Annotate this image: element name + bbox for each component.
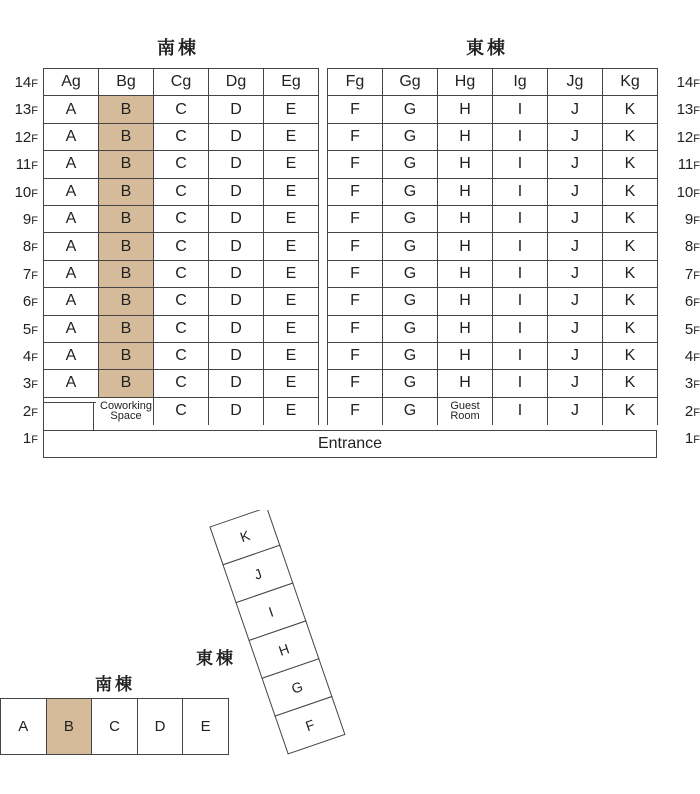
unit-cell: J (548, 343, 603, 370)
unit-cell: C (154, 398, 209, 425)
mini-south-unit: C (92, 699, 138, 755)
unit-cell: I (493, 261, 548, 288)
unit-cell: F (328, 288, 383, 315)
unit-cell: G (383, 398, 438, 425)
unit-cell: E (264, 96, 319, 123)
floor-label-left: 4F (22, 348, 38, 365)
unit-cell: G (383, 124, 438, 151)
unit-cell: K (603, 370, 658, 397)
unit-cell: E (264, 370, 319, 397)
unit-cell: K (603, 343, 658, 370)
mini-south-wing-map (0, 698, 229, 755)
south-wing-title: 南棟 (157, 38, 199, 59)
unit-cell: F (328, 179, 383, 206)
unit-cell: K (603, 233, 658, 260)
unit-cell: F (328, 206, 383, 233)
unit-cell: H (438, 316, 493, 343)
unit-cell: K (603, 151, 658, 178)
mini-south-unit: E (183, 699, 229, 755)
unit-cell: D (209, 233, 264, 260)
unit-cell: H (438, 343, 493, 370)
mini-east-title: 東棟 (196, 649, 236, 669)
floor-label-left: 8F (22, 238, 38, 256)
unit-cell: H (438, 124, 493, 151)
unit-cell: G (383, 343, 438, 370)
column-header: Kg (603, 69, 658, 96)
unit-cell: B (99, 233, 154, 260)
mini-east-unit-label: K (237, 527, 252, 546)
unit-cell: K (603, 261, 658, 288)
unit-cell: J (548, 316, 603, 343)
floor-label-left: 7F (22, 265, 38, 283)
unit-cell: E (264, 398, 319, 425)
unit-cell: D (209, 288, 264, 315)
unit-cell: C (154, 370, 209, 397)
space-label: Space (110, 410, 142, 423)
unit-cell: B (99, 151, 154, 178)
floor-label-right: 8F (684, 238, 700, 256)
entrance-label: Entrance (317, 435, 383, 452)
unit-cell: J (548, 206, 603, 233)
unit-cell: B (99, 370, 154, 397)
unit-cell: E (264, 206, 319, 233)
unit-cell: B (99, 316, 154, 343)
unit-cell: D (209, 124, 264, 151)
unit-cell: G (383, 316, 438, 343)
unit-cell: G (383, 179, 438, 206)
unit-cell: I (493, 343, 548, 370)
unit-cell: K (603, 179, 658, 206)
unit-cell: I (493, 124, 548, 151)
unit-cell: F (328, 316, 383, 343)
unit-cell: H (438, 261, 493, 288)
unit-cell: I (493, 96, 548, 123)
unit-cell: E (264, 124, 319, 151)
unit-cell: I (493, 179, 548, 206)
floor-label-right: 7F (684, 265, 700, 283)
unit-cell: E (264, 343, 319, 370)
coworking-label: Coworking (100, 400, 152, 413)
unit-cell: K (603, 398, 658, 425)
unit-cell: I (493, 206, 548, 233)
floor-label-left: 1F (22, 430, 38, 448)
unit-cell: D (209, 179, 264, 206)
unit-cell: I (493, 151, 548, 178)
unit-cell: A (44, 316, 99, 343)
unit-cell: B (99, 96, 154, 123)
unit-cell: I (493, 316, 548, 343)
unit-cell: H (438, 370, 493, 397)
floor-label-left: 6F (22, 293, 38, 311)
floor-label-left: 14F (14, 74, 38, 91)
unit-cell: J (548, 96, 603, 123)
unit-cell: B (99, 261, 154, 288)
mini-south-title: 南棟 (95, 675, 135, 695)
ag-2f-void (43, 402, 96, 430)
unit-cell: G (383, 288, 438, 315)
unit-cell: B (99, 343, 154, 370)
unit-cell: A (44, 370, 99, 397)
unit-cell: E (264, 151, 319, 178)
unit-cell: E (264, 261, 319, 288)
unit-cell: G (383, 370, 438, 397)
unit-cell: B (99, 206, 154, 233)
column-header: Eg (264, 69, 319, 96)
floor-label-right: 11F (677, 156, 700, 174)
unit-cell: D (209, 343, 264, 370)
column-header: Fg (328, 69, 383, 96)
unit-cell: K (603, 288, 658, 315)
unit-cell: A (44, 343, 99, 370)
unit-cell: K (603, 206, 658, 233)
floor-label-right: 6F (684, 293, 700, 311)
unit-cell: B (99, 179, 154, 206)
floor-label-right: 13F (676, 101, 700, 119)
unit-cell: G (383, 261, 438, 288)
unit-cell: D (209, 206, 264, 233)
unit-cell: H (438, 151, 493, 178)
column-header: Gg (383, 69, 438, 96)
floor-label-left: 13F (14, 101, 38, 119)
floor-label-right: 9F (684, 211, 700, 228)
unit-cell: C (154, 124, 209, 151)
floor-label-left: 3F (22, 375, 38, 393)
unit-cell: J (548, 151, 603, 178)
unit-cell: F (328, 233, 383, 260)
unit-cell: C (154, 206, 209, 233)
floor-label-right: 12F (676, 128, 700, 146)
unit-cell: B (99, 124, 154, 151)
unit-cell: I (493, 288, 548, 315)
unit-cell: J (548, 233, 603, 260)
unit-cell: J (548, 398, 603, 425)
unit-cell: G (383, 233, 438, 260)
mini-east-unit-label: H (276, 640, 292, 659)
column-header: Dg (209, 69, 264, 96)
unit-cell: I (493, 233, 548, 260)
unit-cell: A (44, 261, 99, 288)
unit-cell: E (264, 288, 319, 315)
floor-label-right: 10F (676, 183, 700, 201)
column-header: Hg (438, 69, 493, 96)
mini-south-unit: A (1, 699, 47, 755)
entrance-block (43, 430, 657, 458)
unit-cell: D (209, 96, 264, 123)
unit-cell: G (383, 151, 438, 178)
column-header: Cg (154, 69, 209, 96)
unit-cell: D (209, 398, 264, 425)
unit-cell: D (209, 316, 264, 343)
unit-cell: F (328, 96, 383, 123)
east-wing-grid (327, 68, 658, 425)
unit-cell: F (328, 398, 383, 425)
floor-label-left: 9F (22, 211, 38, 228)
unit-cell: J (548, 261, 603, 288)
unit-cell: D (209, 370, 264, 397)
guest-label: Guest (450, 400, 480, 413)
floor-label-right: 5F (684, 320, 700, 338)
unit-cell: H (438, 288, 493, 315)
floor-label-right: 2F (684, 402, 700, 420)
column-header: Jg (548, 69, 603, 96)
floor-label-right: 1F (684, 430, 700, 448)
floor-label-right: 14F (676, 74, 700, 91)
unit-cell: A (44, 96, 99, 123)
mini-east-unit-label: F (303, 716, 317, 735)
unit-cell: F (328, 261, 383, 288)
unit-cell: C (154, 261, 209, 288)
unit-cell: K (603, 316, 658, 343)
unit-cell: C (154, 151, 209, 178)
unit-cell: E (264, 233, 319, 260)
unit-cell: C (154, 179, 209, 206)
unit-cell: J (548, 179, 603, 206)
floor-label-left: 10F (14, 183, 38, 201)
mini-south-unit: D (138, 699, 184, 755)
east-wing-title: 東棟 (466, 38, 508, 59)
floor-label-right: 3F (684, 375, 700, 393)
unit-cell: I (493, 398, 548, 425)
unit-cell: K (603, 96, 658, 123)
south-wing-grid (43, 68, 319, 425)
unit-cell: A (44, 288, 99, 315)
floor-label-left: 5F (22, 320, 38, 338)
unit-cell: H (438, 233, 493, 260)
column-header: Ig (493, 69, 548, 96)
unit-cell: J (548, 288, 603, 315)
unit-cell: F (328, 343, 383, 370)
unit-cell: A (44, 124, 99, 151)
unit-cell: E (264, 316, 319, 343)
floor-label-right: 4F (684, 348, 700, 365)
unit-cell: B (99, 288, 154, 315)
unit-cell: C (154, 316, 209, 343)
unit-cell: D (209, 151, 264, 178)
guest-room-cell (438, 398, 493, 425)
coworking-space-cell (99, 398, 154, 425)
mini-east-unit-label: J (251, 565, 264, 583)
unit-cell: A (44, 233, 99, 260)
unit-cell: J (548, 124, 603, 151)
unit-cell: I (493, 370, 548, 397)
floor-label-left: 2F (22, 402, 38, 420)
unit-cell: H (438, 206, 493, 233)
room-label: Room (450, 410, 480, 423)
unit-cell: A (44, 206, 99, 233)
unit-cell: F (328, 370, 383, 397)
unit-cell: D (209, 261, 264, 288)
floor-label-left: 12F (14, 128, 38, 146)
mini-east-unit-label: I (266, 603, 276, 620)
unit-cell: C (154, 343, 209, 370)
unit-cell: J (548, 370, 603, 397)
unit-cell: G (383, 96, 438, 123)
unit-cell: F (328, 124, 383, 151)
unit-cell: C (154, 288, 209, 315)
unit-cell: A (44, 151, 99, 178)
unit-cell: A (44, 179, 99, 206)
mini-east-unit-label: G (289, 678, 305, 697)
mini-south-unit: B (47, 699, 93, 755)
unit-cell: F (328, 151, 383, 178)
column-header: Bg (99, 69, 154, 96)
unit-cell: H (438, 179, 493, 206)
ag-2f-inner-line (93, 402, 94, 430)
unit-cell: C (154, 96, 209, 123)
unit-cell: K (603, 124, 658, 151)
unit-cell: E (264, 179, 319, 206)
column-header: Ag (44, 69, 99, 96)
floor-label-left: 11F (15, 156, 38, 174)
unit-cell: C (154, 233, 209, 260)
unit-cell: H (438, 96, 493, 123)
unit-cell: G (383, 206, 438, 233)
